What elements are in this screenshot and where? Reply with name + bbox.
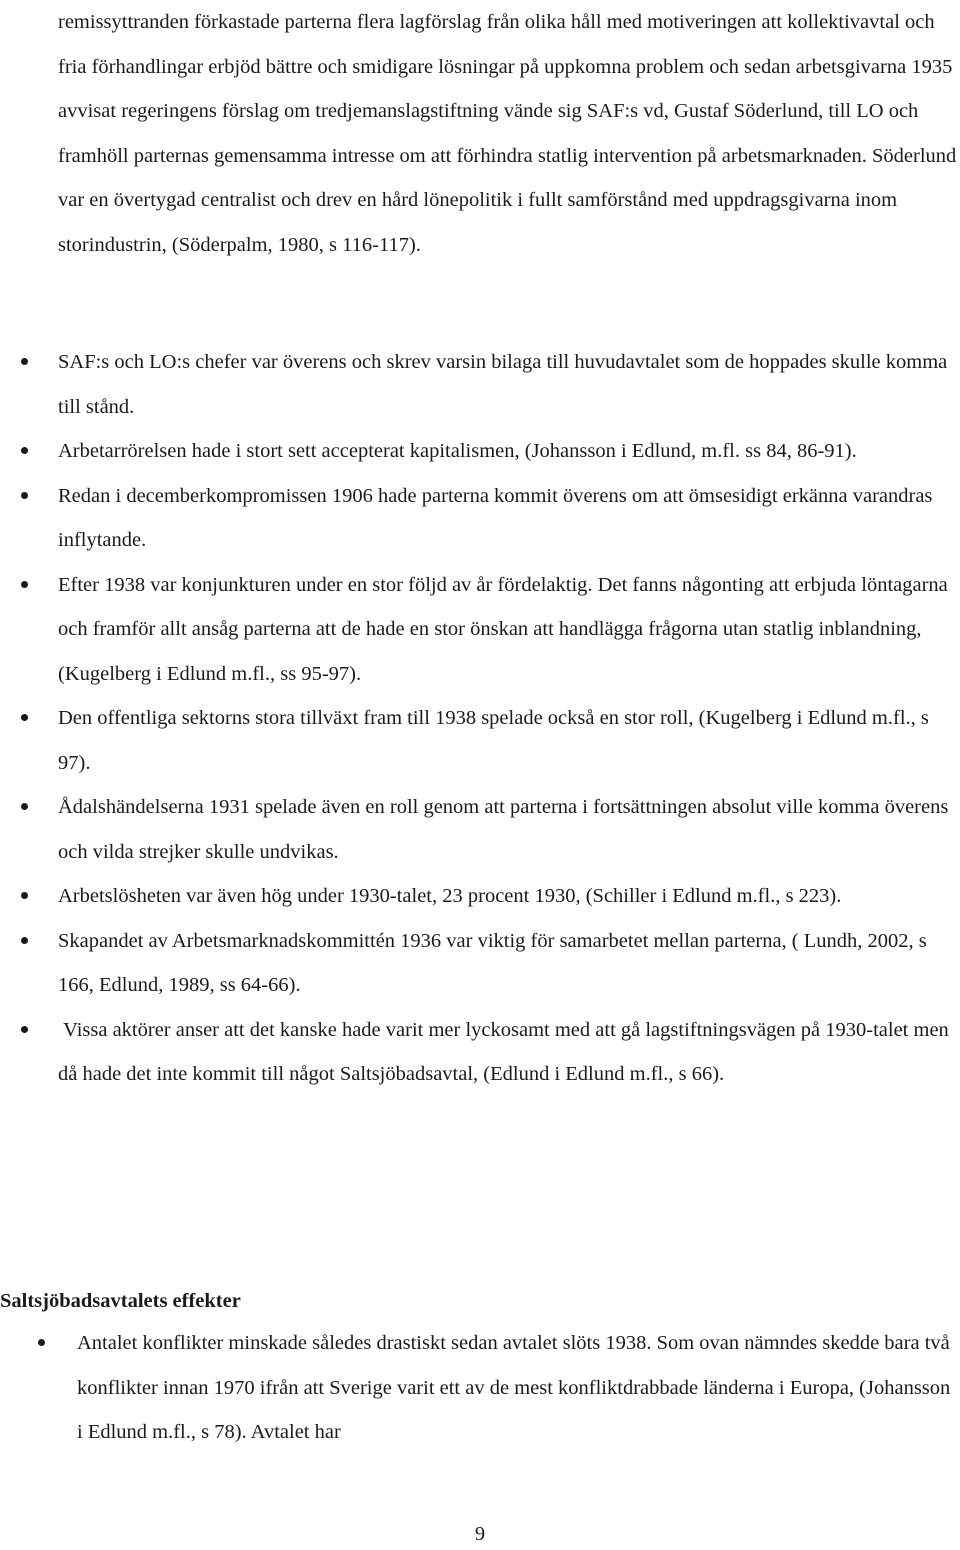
- bullet-dot-icon: [21, 581, 28, 588]
- section-bullet-list: [0, 1321, 960, 1455]
- list-item-text: Vissa aktörer anser att det kanske hade varit mer lyckosamt med att gå lagstiftningsvägen på 1930-talet men då hade det inte kommit till något Saltsjöbadsavtal, (Edlund i Edlund m.fl., s 66).: [58, 1018, 954, 1085]
- bullet-dot-icon: [21, 714, 28, 721]
- list-item-text: SAF:s och LO:s chefer var överens och skrev varsin bilaga till huvudavtalet som de hoppades skulle komma till stånd.: [58, 351, 948, 418]
- list-item: [0, 1321, 957, 1455]
- list-item: [0, 429, 958, 474]
- list-item: [0, 874, 958, 919]
- list-item-text: Ådalshändelserna 1931 spelade även en roll genom att parterna i fortsättningen absolut ville komma överens och vilda strejker skulle undvikas.: [58, 796, 949, 863]
- list-item: [0, 696, 958, 785]
- bullet-dot-icon: [21, 937, 28, 944]
- list-item: [0, 1008, 958, 1097]
- list-item: [0, 563, 958, 697]
- bullet-dot-icon: [21, 492, 28, 499]
- list-item-text: Arbetarrörelsen hade i stort sett accepterat kapitalismen, (Johansson i Edlund, m.fl. ss 84, 86-91).: [58, 440, 857, 462]
- list-item: [0, 474, 958, 563]
- bullet-dot-icon: [21, 803, 28, 810]
- section-heading: Saltsjöbadsavtalets effekter: [0, 1290, 241, 1312]
- continuation-paragraph: remissyttranden förkastade parterna flera lagförslag från olika håll med motiveringen att kollektivavtal och fria förhandlingar erbjöd bättre och smidigare lösningar på uppkomna problem och sedan arbetsgivarna 1935 avvisat regeringens förslag om tredjemanslagstiftning vände sig SAF:s vd, Gustaf Söderlund, till LO och framhöll parternas gemensamma intresse om att förhindra statlig intervention på arbetsmarknaden. Söderlund var en övertygad centralist och drev en hård lönepolitik i fullt samförstånd med uppdragsgivarna inom storindustrin, (Söderpalm, 1980, s 116-117).: [58, 11, 957, 256]
- list-item-text: Den offentliga sektorns stora tillväxt fram till 1938 spelade också en stor roll, (Kugelberg i Edlund m.fl., s 97).: [58, 707, 929, 774]
- bullet-dot-icon: [38, 1339, 45, 1346]
- bullet-dot-icon: [21, 447, 28, 454]
- list-item: [0, 340, 958, 429]
- list-item-text: Redan i decemberkompromissen 1906 hade parterna kommit överens om att ömsesidigt erkänna varandras inflytande.: [58, 484, 933, 551]
- list-item-text: Antalet konflikter minskade således drastiskt sedan avtalet slöts 1938. Som ovan nämndes skedde bara två konflikter innan 1970 ifrån att Sverige varit ett av de mest konfliktdrabbade länderna i Europa, (Johansson i Edlund m.fl., s 78). Avtalet har: [77, 1332, 951, 1443]
- bullet-dot-icon: [21, 1026, 28, 1033]
- bullet-dot-icon: [21, 892, 28, 899]
- bullet-dot-icon: [21, 358, 28, 365]
- list-item: [0, 919, 958, 1008]
- list-item: [0, 785, 958, 874]
- list-item-text: Arbetslösheten var även hög under 1930-talet, 23 procent 1930, (Schiller i Edlund m.fl., s 223).: [58, 885, 842, 907]
- bullet-list: [0, 340, 960, 1097]
- list-item-text: Efter 1938 var konjunkturen under en stor följd av år fördelaktig. Det fanns någonting att erbjuda löntagarna och framför allt ansåg parterna att de hade en stor önskan att handlägga frågorna utan statlig inblandning, (Kugelberg i Edlund m.fl., ss 95-97).: [58, 573, 948, 685]
- list-item-text: Skapandet av Arbetsmarknadskommittén 1936 var viktig för samarbetet mellan parterna, ( Lundh, 2002, s 166, Edlund, 1989, ss 64-66).: [58, 929, 927, 996]
- page-number: 9: [474, 1523, 486, 1545]
